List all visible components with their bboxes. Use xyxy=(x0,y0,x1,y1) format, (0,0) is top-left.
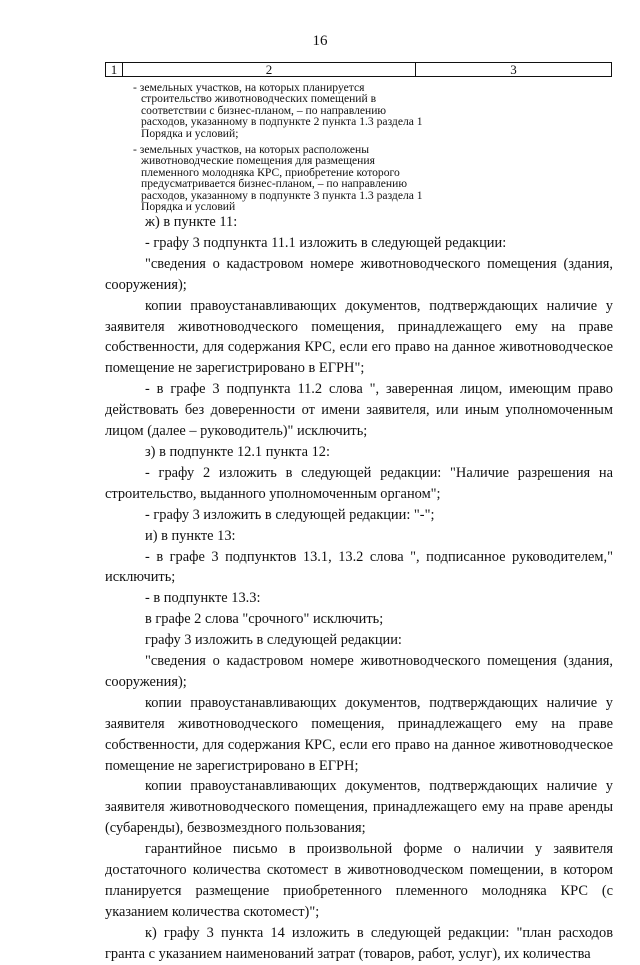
table-header-row xyxy=(105,62,612,77)
paragraph: - в подпункте 13.3: xyxy=(145,590,261,607)
paragraph: и) в пункте 13: xyxy=(145,527,236,544)
paragraph: копии правоустанавливающих документов, подтверждающих наличие у заявителя животноводческого помещения, принадлежащего ему на праве аренды (субаренды), безвозмездного пользования; xyxy=(105,778,613,837)
paragraph: графу 3 изложить в следующей редакции: xyxy=(145,632,402,649)
paragraph: - графу 3 изложить в следующей редакции: "-"; xyxy=(145,506,435,523)
paragraph: - графу 3 подпункта 11.1 изложить в следующей редакции: xyxy=(145,234,507,251)
paragraph: ж) в пункте 11: xyxy=(145,214,238,230)
paragraph: копии правоустанавливающих документов, подтверждающих наличие у заявителя животноводческого помещения, принадлежащего ему на праве собственности, для содержания КРС, если его право на данное животноводческое помещение не зарегистрировано в ЕГРН"; xyxy=(105,297,613,377)
paragraph: "сведения о кадастровом номере животноводческого помещения (здания, сооружения); xyxy=(105,653,613,690)
table-item: - земельных участков, на которых расположены животноводческие помещения для размещения племенного молодняка КРС, приобретение которого предусматривается бизнес-планом, – по направлению расходов, указанному в подпункте 3 пункта 1.3 раздела 1 Порядка и условий xyxy=(133,143,423,214)
paragraph: гарантийное письмо в произвольной форме о наличии у заявителя достаточного количества скотомест в животноводческом помещении, в котором планируется размещение приобретенного племенного молодняка КРС (с указанием количества скотомест)"; xyxy=(105,841,613,920)
table-header-col-2: 2 xyxy=(123,63,416,77)
table-cell-column-2 xyxy=(133,82,433,139)
paragraph: - в графе 3 подпункта 11.2 слова ", заверенная лицом, имеющим право действовать без доверенности от имени заявителя, или иным уполномоченным лицом (далее – руководитель)" исключить; xyxy=(105,381,613,440)
paragraph: - в графе 3 подпунктов 13.1, 13.2 слова ", подписанное руководителем," исключить; xyxy=(105,548,613,586)
paragraph: з) в подпункте 12.1 пункта 12: xyxy=(145,443,330,460)
paragraph: в графе 2 слова "срочного" исключить; xyxy=(145,611,384,628)
table-header-col-3: 3 xyxy=(416,63,612,77)
table-header-col-1: 1 xyxy=(106,63,123,77)
paragraph: к) графу 3 пункта 14 изложить в следующей редакции: "план расходов гранта с указанием наименований затрат (товаров, работ, услуг), их количества xyxy=(105,924,613,962)
paragraph: "сведения о кадастровом номере животноводческого помещения (здания, сооружения); xyxy=(105,255,613,293)
body-text xyxy=(105,212,613,965)
paragraph: - графу 2 изложить в следующей редакции: "Наличие разрешения на строительство, выданного уполномоченным органом"; xyxy=(105,464,613,502)
paragraph: копии правоустанавливающих документов, подтверждающих наличие у заявителя животноводческого помещения, принадлежащего ему на праве собственности, для содержания КРС, если его право на данное животноводческое помещение не зарегистрировано в ЕГРН; xyxy=(105,694,613,774)
table-item: - земельных участков, на которых планируется строительство животноводческих помещений в соответствии с бизнес-планом, – по направлению расходов, указанному в подпункте 2 пункта 1.3 раздела 1 Порядка и условий; xyxy=(133,81,423,140)
page-number: 16 xyxy=(312,33,328,49)
table-cell-column-2 xyxy=(133,144,433,212)
